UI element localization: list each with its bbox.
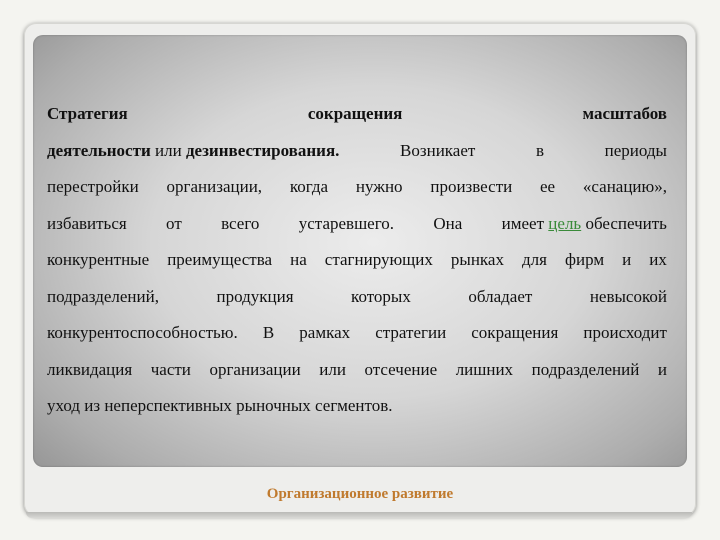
- text-word: ее: [540, 177, 556, 196]
- text-segment: деятельности или дезинвестирования.: [47, 140, 340, 160]
- text-word: Она: [433, 213, 463, 233]
- text-word: обладает: [468, 286, 533, 306]
- text-line-5: [47, 242, 667, 279]
- text-word: подразделений: [531, 359, 640, 379]
- text-word: продукция: [216, 286, 294, 306]
- text-word: подразделений,: [47, 286, 159, 306]
- text-word: периоды: [604, 140, 667, 160]
- text-word: их: [649, 250, 667, 269]
- text-word: и: [622, 250, 632, 269]
- text-word: Возникает: [400, 140, 476, 160]
- text-line-8: [47, 352, 667, 389]
- text-word: преимущества: [167, 250, 273, 269]
- footer-title: Организационное развитие: [266, 486, 454, 502]
- text-word: всего: [221, 213, 260, 233]
- text-line-1: [47, 96, 667, 133]
- bold-word: сокращения: [307, 104, 403, 123]
- text-word: ликвидация: [47, 359, 133, 379]
- text-word: на: [290, 250, 307, 269]
- text-word: стратегии: [375, 323, 447, 342]
- text-word: имеет: [501, 213, 545, 233]
- text-word: устаревшего.: [298, 213, 395, 233]
- text-line-7: [47, 315, 667, 352]
- text-word: фирм: [564, 250, 605, 269]
- frame-bottom-edge: [26, 512, 692, 518]
- bold-word: дезинвестирования.: [185, 140, 340, 160]
- text-line-4: [47, 206, 667, 243]
- text-word: или: [319, 359, 346, 379]
- text-word: конкурентные: [47, 250, 150, 269]
- text-word: рынках: [450, 250, 504, 269]
- text-word: происходит: [583, 323, 667, 342]
- text-segment: [502, 206, 667, 243]
- text-word: «санацию»,: [582, 177, 667, 196]
- text-word: когда: [289, 177, 329, 196]
- text-word: конкурентоспособностью.: [47, 323, 238, 342]
- text-word: стагнирующих: [324, 250, 433, 269]
- text-word: В: [262, 323, 275, 342]
- text-word: произвести: [430, 177, 513, 196]
- bold-word: деятельности: [47, 140, 151, 160]
- slide-body-text: [47, 96, 667, 425]
- text-word: которых: [351, 286, 411, 306]
- text-word: от: [166, 213, 182, 233]
- bold-word: Стратегия: [47, 104, 128, 123]
- text-word: нужно: [355, 177, 403, 196]
- text-line-9: [47, 388, 667, 425]
- text-word: для: [522, 250, 547, 269]
- text-word: обеспечить: [585, 213, 667, 233]
- text-word: невысокой: [589, 286, 667, 306]
- text-word: лишних: [455, 359, 514, 379]
- bold-word: масштабов: [582, 104, 667, 123]
- text-word: отсечение: [364, 359, 438, 379]
- goal-link[interactable]: цель: [548, 213, 582, 233]
- text-word: организации,: [166, 177, 263, 196]
- text-word: части: [150, 359, 191, 379]
- text-word: рамках: [299, 323, 351, 342]
- text-word: сокращения: [471, 323, 559, 342]
- text-word: в: [535, 140, 544, 160]
- text-line-3: [47, 169, 667, 206]
- text-word: уход из неперспективных рыночных сегментов.: [47, 396, 393, 415]
- text-line-6: [47, 279, 667, 316]
- text-word: избавиться: [47, 213, 127, 233]
- text-word: организации: [209, 359, 301, 379]
- text-word: и: [657, 359, 667, 379]
- text-word: перестройки: [47, 177, 139, 196]
- text-line-2: [47, 133, 667, 170]
